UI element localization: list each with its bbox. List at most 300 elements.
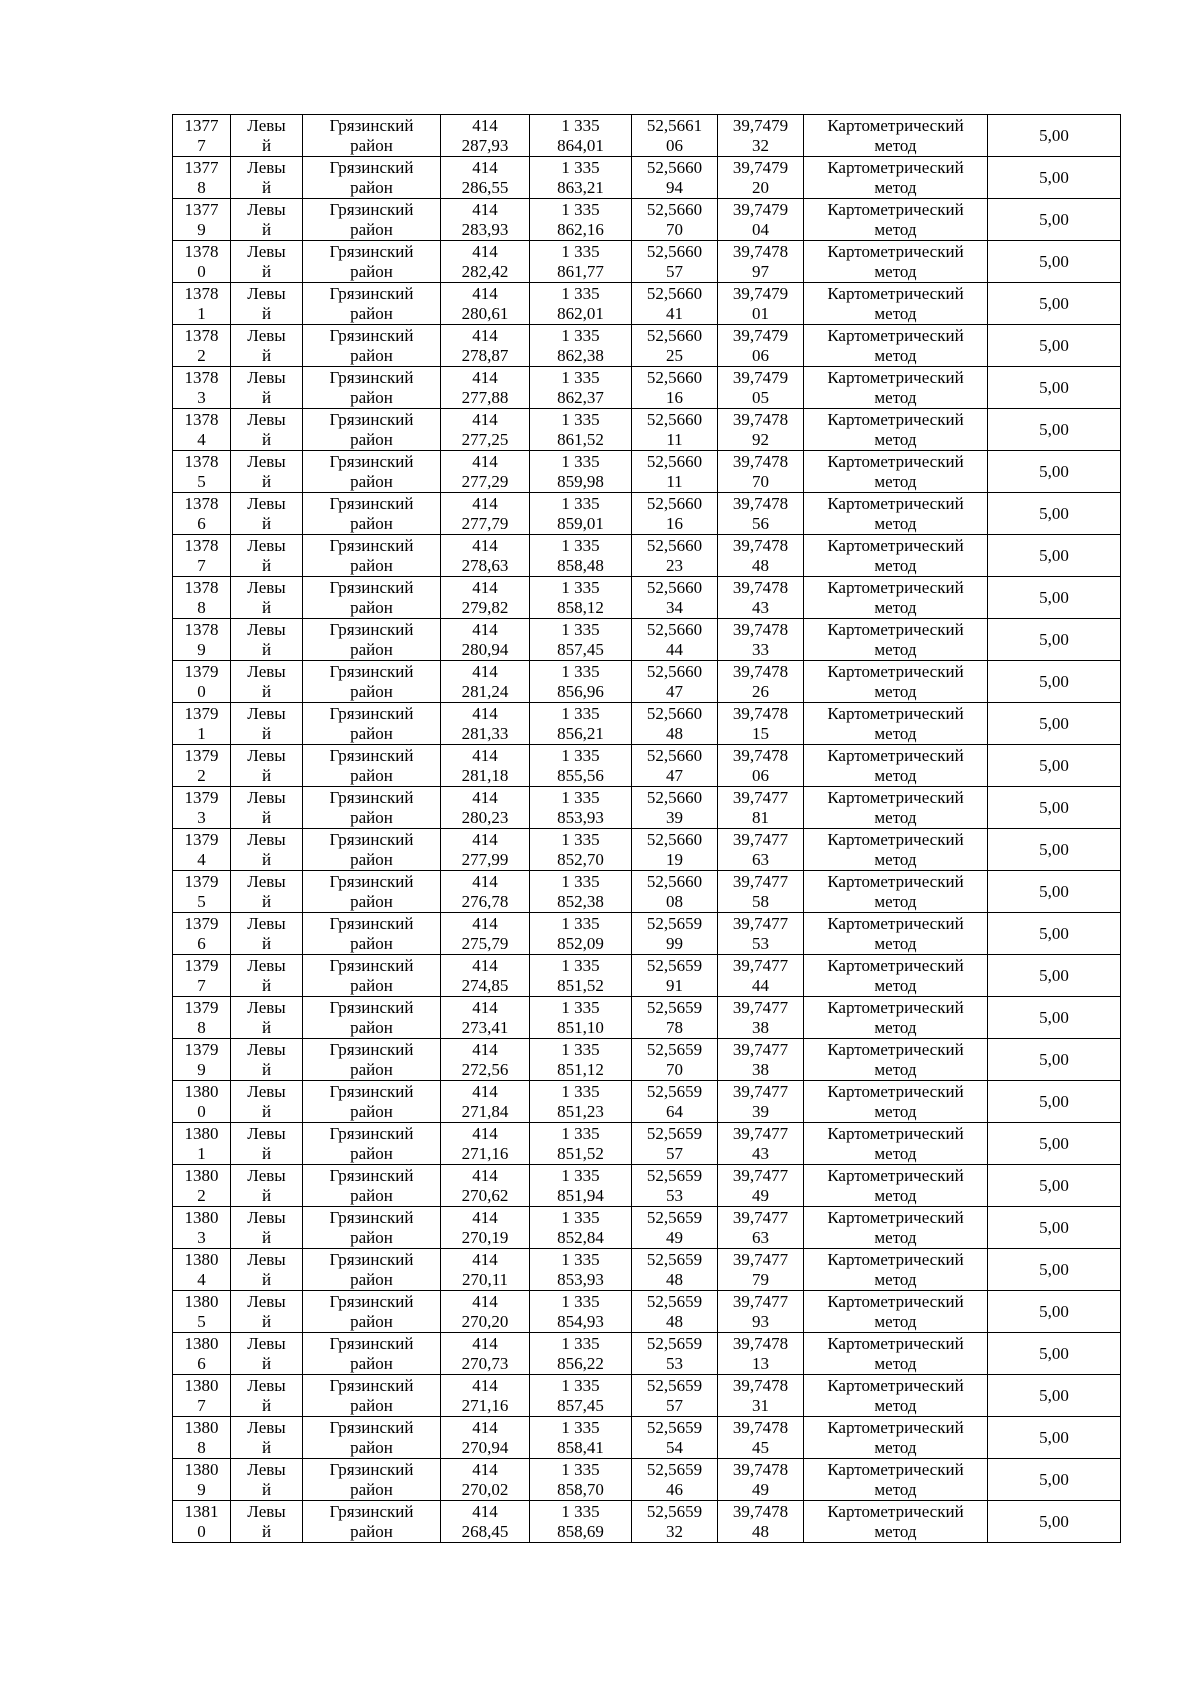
cell-point-number <box>173 1333 231 1375</box>
cell-latitude <box>632 871 718 913</box>
cell-point-number <box>173 409 231 451</box>
cell-accuracy: 5,00 <box>988 745 1121 787</box>
cell-side-line: й <box>261 555 272 575</box>
cell-method-line: метод <box>874 891 917 911</box>
cell-point-number-line: 4 <box>197 849 206 869</box>
cell-latitude-line: 48 <box>666 723 683 743</box>
cell-coord-y <box>530 451 632 493</box>
cell-latitude-line: 52,5660 <box>646 829 703 849</box>
cell-district-line: Грязинский <box>329 367 414 387</box>
cell-coord-y <box>530 997 632 1039</box>
cell-point-number-line: 9 <box>197 1479 206 1499</box>
cell-side <box>231 535 303 577</box>
cell-coord-x-line: 414 <box>472 703 498 723</box>
cell-method <box>804 325 988 367</box>
table-row <box>173 1165 1121 1207</box>
cell-longitude <box>718 1123 804 1165</box>
cell-method <box>804 997 988 1039</box>
cell-latitude-line: 52,5660 <box>646 283 703 303</box>
cell-district-line: район <box>350 1227 393 1247</box>
cell-coord-x-line: 414 <box>472 955 498 975</box>
cell-coord-y-line: 1 335 <box>561 829 600 849</box>
cell-point-number-line: 1378 <box>184 325 219 345</box>
cell-point-number-line: 1 <box>197 723 206 743</box>
cell-point-number-line: 1378 <box>184 535 219 555</box>
cell-side <box>231 367 303 409</box>
cell-longitude-line: 44 <box>752 975 769 995</box>
cell-method-line: метод <box>874 177 917 197</box>
cell-latitude-line: 52,5659 <box>646 1081 703 1101</box>
cell-latitude-line: 52,5659 <box>646 1165 703 1185</box>
cell-latitude-line: 52,5659 <box>646 997 703 1017</box>
cell-district-line: Грязинский <box>329 1039 414 1059</box>
cell-longitude <box>718 1291 804 1333</box>
cell-latitude-line: 52,5659 <box>646 1291 703 1311</box>
cell-coord-y-line: 862,01 <box>557 303 604 323</box>
cell-method-line: метод <box>874 555 917 575</box>
cell-longitude <box>718 829 804 871</box>
cell-side-line: Левы <box>247 1459 286 1479</box>
cell-latitude <box>632 619 718 661</box>
cell-district <box>303 745 441 787</box>
cell-side-line: й <box>261 1521 272 1541</box>
cell-longitude-line: 31 <box>752 1395 769 1415</box>
cell-coord-y-line: 1 335 <box>561 241 600 261</box>
cell-district-line: Грязинский <box>329 199 414 219</box>
cell-district-line: район <box>350 345 393 365</box>
cell-latitude-line: 52,5659 <box>646 1249 703 1269</box>
cell-district-line: Грязинский <box>329 829 414 849</box>
cell-longitude-line: 39,7477 <box>732 1123 789 1143</box>
cell-method-line: метод <box>874 1353 917 1373</box>
cell-longitude <box>718 787 804 829</box>
cell-district-line: Грязинский <box>329 1291 414 1311</box>
cell-coord-x <box>441 325 530 367</box>
cell-point-number-line: 7 <box>197 555 206 575</box>
cell-longitude-line: 39,7478 <box>732 1333 789 1353</box>
cell-district <box>303 115 441 157</box>
cell-coord-y <box>530 1333 632 1375</box>
cell-accuracy: 5,00 <box>988 913 1121 955</box>
cell-longitude-line: 01 <box>752 303 769 323</box>
cell-latitude <box>632 493 718 535</box>
cell-side-line: й <box>261 1479 272 1499</box>
cell-longitude <box>718 325 804 367</box>
cell-side <box>231 1207 303 1249</box>
cell-district <box>303 619 441 661</box>
cell-side-line: Левы <box>247 619 286 639</box>
cell-district-line: район <box>350 1353 393 1373</box>
cell-method <box>804 115 988 157</box>
cell-coord-x-line: 287,93 <box>461 135 509 155</box>
cell-latitude <box>632 367 718 409</box>
cell-coord-x-line: 270,19 <box>461 1227 509 1247</box>
cell-coord-x-line: 414 <box>472 1291 498 1311</box>
cell-longitude-line: 48 <box>752 1521 769 1541</box>
cell-coord-x <box>441 1081 530 1123</box>
cell-longitude <box>718 997 804 1039</box>
cell-side-line: Левы <box>247 1291 286 1311</box>
cell-coord-x <box>441 1291 530 1333</box>
cell-latitude-line: 25 <box>666 345 683 365</box>
cell-latitude-line: 41 <box>666 303 683 323</box>
cell-district <box>303 1249 441 1291</box>
cell-coord-y-line: 1 335 <box>561 1249 600 1269</box>
cell-method-line: метод <box>874 597 917 617</box>
cell-method-line: метод <box>874 1017 917 1037</box>
cell-accuracy: 5,00 <box>988 787 1121 829</box>
cell-method <box>804 157 988 199</box>
cell-longitude-line: 39,7478 <box>732 241 789 261</box>
cell-accuracy: 5,00 <box>988 619 1121 661</box>
cell-side-line: Левы <box>247 1375 286 1395</box>
cell-coord-x-line: 278,87 <box>461 345 509 365</box>
cell-accuracy: 5,00 <box>988 1081 1121 1123</box>
cell-coord-x-line: 414 <box>472 1417 498 1437</box>
cell-method <box>804 1081 988 1123</box>
cell-coord-x-line: 282,42 <box>461 261 509 281</box>
cell-point-number-line: 1379 <box>184 661 219 681</box>
cell-longitude-line: 79 <box>752 1269 769 1289</box>
cell-coord-x <box>441 661 530 703</box>
cell-side-line: Левы <box>247 1165 286 1185</box>
cell-district <box>303 409 441 451</box>
cell-method-line: Картометрический <box>827 661 964 681</box>
cell-point-number-line: 9 <box>197 219 206 239</box>
cell-coord-y-line: 862,38 <box>557 345 604 365</box>
cell-district <box>303 1333 441 1375</box>
cell-longitude-line: 97 <box>752 261 769 281</box>
cell-coord-y-line: 1 335 <box>561 1459 600 1479</box>
cell-longitude <box>718 367 804 409</box>
cell-side <box>231 871 303 913</box>
cell-coord-x-line: 275,79 <box>461 933 509 953</box>
cell-coord-x-line: 271,16 <box>461 1395 509 1415</box>
cell-method <box>804 1459 988 1501</box>
cell-accuracy: 5,00 <box>988 367 1121 409</box>
table-body <box>173 115 1121 1543</box>
cell-method-line: Картометрический <box>827 745 964 765</box>
cell-accuracy: 5,00 <box>988 1417 1121 1459</box>
cell-side <box>231 1123 303 1165</box>
cell-coord-y-line: 857,45 <box>557 1395 604 1415</box>
cell-district-line: район <box>350 975 393 995</box>
table-row <box>173 745 1121 787</box>
cell-coord-x-line: 414 <box>472 1081 498 1101</box>
cell-point-number <box>173 367 231 409</box>
cell-latitude-line: 52,5660 <box>646 619 703 639</box>
cell-side-line: Левы <box>247 115 286 135</box>
cell-coord-y <box>530 1249 632 1291</box>
cell-district <box>303 997 441 1039</box>
cell-coord-y-line: 851,52 <box>557 975 604 995</box>
table-row <box>173 871 1121 913</box>
cell-coord-x-line: 271,16 <box>461 1143 509 1163</box>
table-row <box>173 409 1121 451</box>
cell-longitude-line: 81 <box>752 807 769 827</box>
cell-coord-y-line: 852,70 <box>557 849 604 869</box>
cell-coord-x-line: 414 <box>472 283 498 303</box>
cell-point-number <box>173 1291 231 1333</box>
cell-side-line: й <box>261 1395 272 1415</box>
cell-district-line: Грязинский <box>329 1333 414 1353</box>
cell-longitude-line: 39,7477 <box>732 787 789 807</box>
cell-longitude-line: 43 <box>752 597 769 617</box>
cell-method-line: Картометрический <box>827 1501 964 1521</box>
cell-longitude-line: 70 <box>752 471 769 491</box>
cell-coord-x-line: 268,45 <box>461 1521 509 1541</box>
cell-method <box>804 829 988 871</box>
cell-coord-x <box>441 955 530 997</box>
cell-method-line: Картометрический <box>827 535 964 555</box>
cell-coord-y <box>530 577 632 619</box>
cell-latitude-line: 52,5659 <box>646 1375 703 1395</box>
cell-point-number-line: 1377 <box>184 157 219 177</box>
cell-latitude <box>632 829 718 871</box>
cell-latitude <box>632 745 718 787</box>
cell-method <box>804 241 988 283</box>
cell-longitude <box>718 745 804 787</box>
cell-longitude <box>718 1333 804 1375</box>
cell-longitude <box>718 409 804 451</box>
cell-point-number <box>173 577 231 619</box>
cell-coord-y-line: 861,77 <box>557 261 604 281</box>
cell-point-number <box>173 745 231 787</box>
cell-point-number <box>173 325 231 367</box>
cell-method-line: метод <box>874 1311 917 1331</box>
cell-point-number <box>173 283 231 325</box>
cell-point-number-line: 1 <box>197 303 206 323</box>
cell-side-line: й <box>261 219 272 239</box>
cell-latitude <box>632 1459 718 1501</box>
cell-method <box>804 1165 988 1207</box>
cell-point-number <box>173 619 231 661</box>
cell-district <box>303 535 441 577</box>
cell-side <box>231 1081 303 1123</box>
cell-side-line: й <box>261 723 272 743</box>
cell-district-line: район <box>350 723 393 743</box>
cell-coord-y-line: 864,01 <box>557 135 604 155</box>
cell-coord-y-line: 851,52 <box>557 1143 604 1163</box>
cell-district-line: район <box>350 891 393 911</box>
cell-side-line: й <box>261 303 272 323</box>
cell-method <box>804 1123 988 1165</box>
cell-method-line: метод <box>874 765 917 785</box>
cell-longitude <box>718 871 804 913</box>
cell-side-line: й <box>261 849 272 869</box>
cell-coord-y-line: 1 335 <box>561 871 600 891</box>
cell-side-line: Левы <box>247 913 286 933</box>
cell-coord-x <box>441 1123 530 1165</box>
cell-side <box>231 157 303 199</box>
cell-point-number-line: 9 <box>197 639 206 659</box>
cell-side <box>231 1375 303 1417</box>
cell-method <box>804 1291 988 1333</box>
table-row <box>173 955 1121 997</box>
cell-method-line: Картометрический <box>827 1459 964 1479</box>
cell-method-line: метод <box>874 513 917 533</box>
cell-coord-x <box>441 493 530 535</box>
cell-longitude <box>718 703 804 745</box>
cell-coord-x <box>441 745 530 787</box>
cell-latitude-line: 91 <box>666 975 683 995</box>
cell-point-number-line: 1378 <box>184 241 219 261</box>
cell-point-number <box>173 1459 231 1501</box>
cell-coord-x-line: 274,85 <box>461 975 509 995</box>
cell-coord-y-line: 1 335 <box>561 997 600 1017</box>
cell-side-line: Левы <box>247 535 286 555</box>
cell-method-line: Картометрический <box>827 367 964 387</box>
cell-coord-x-line: 414 <box>472 451 498 471</box>
cell-coord-y-line: 859,01 <box>557 513 604 533</box>
cell-coord-x-line: 414 <box>472 1165 498 1185</box>
cell-method-line: Картометрический <box>827 115 964 135</box>
cell-district <box>303 283 441 325</box>
cell-longitude <box>718 283 804 325</box>
cell-coord-x-line: 272,56 <box>461 1059 509 1079</box>
cell-coord-y-line: 852,84 <box>557 1227 604 1247</box>
table-row <box>173 577 1121 619</box>
cell-coord-x-line: 280,94 <box>461 639 509 659</box>
cell-side <box>231 913 303 955</box>
cell-point-number-line: 3 <box>197 387 206 407</box>
cell-district-line: Грязинский <box>329 493 414 513</box>
cell-latitude <box>632 787 718 829</box>
cell-district-line: Грязинский <box>329 745 414 765</box>
coordinates-table <box>172 114 1121 1543</box>
cell-latitude <box>632 1417 718 1459</box>
cell-side-line: Левы <box>247 1501 286 1521</box>
cell-point-number-line: 1379 <box>184 871 219 891</box>
cell-district-line: район <box>350 1521 393 1541</box>
cell-side-line: Левы <box>247 745 286 765</box>
cell-latitude-line: 52,5659 <box>646 1501 703 1521</box>
cell-coord-x-line: 277,29 <box>461 471 509 491</box>
cell-side-line: Левы <box>247 1207 286 1227</box>
cell-longitude-line: 39,7478 <box>732 1375 789 1395</box>
cell-latitude-line: 52,5660 <box>646 241 703 261</box>
cell-side-line: й <box>261 975 272 995</box>
cell-point-number-line: 1380 <box>184 1375 219 1395</box>
cell-longitude-line: 45 <box>752 1437 769 1457</box>
table-row <box>173 997 1121 1039</box>
cell-coord-x-line: 281,18 <box>461 765 509 785</box>
cell-method-line: Картометрический <box>827 1207 964 1227</box>
cell-coord-x-line: 278,63 <box>461 555 509 575</box>
cell-coord-x-line: 270,02 <box>461 1479 509 1499</box>
cell-method-line: Картометрический <box>827 1417 964 1437</box>
cell-point-number-line: 1378 <box>184 451 219 471</box>
table-row <box>173 787 1121 829</box>
cell-latitude-line: 52,5659 <box>646 1039 703 1059</box>
cell-point-number <box>173 493 231 535</box>
cell-coord-y <box>530 367 632 409</box>
cell-coord-y-line: 852,09 <box>557 933 604 953</box>
table-row <box>173 1123 1121 1165</box>
cell-point-number-line: 1381 <box>184 1501 219 1521</box>
cell-point-number-line: 9 <box>197 1059 206 1079</box>
cell-district <box>303 1375 441 1417</box>
table-row <box>173 1039 1121 1081</box>
cell-coord-y-line: 851,12 <box>557 1059 604 1079</box>
cell-longitude <box>718 661 804 703</box>
cell-district-line: Грязинский <box>329 1417 414 1437</box>
cell-side-line: й <box>261 1269 272 1289</box>
cell-point-number-line: 1380 <box>184 1081 219 1101</box>
cell-coord-y-line: 862,16 <box>557 219 604 239</box>
cell-district-line: Грязинский <box>329 241 414 261</box>
cell-method-line: Картометрический <box>827 1333 964 1353</box>
cell-coord-y-line: 851,23 <box>557 1101 604 1121</box>
cell-district-line: Грязинский <box>329 871 414 891</box>
cell-district-line: район <box>350 1017 393 1037</box>
cell-district-line: Грязинский <box>329 1501 414 1521</box>
cell-district-line: Грязинский <box>329 577 414 597</box>
cell-coord-x-line: 414 <box>472 829 498 849</box>
cell-point-number-line: 6 <box>197 933 206 953</box>
cell-coord-x-line: 414 <box>472 367 498 387</box>
cell-district <box>303 577 441 619</box>
cell-side-line: Левы <box>247 325 286 345</box>
cell-accuracy: 5,00 <box>988 1459 1121 1501</box>
cell-coord-x-line: 276,78 <box>461 891 509 911</box>
table-row <box>173 1291 1121 1333</box>
cell-district <box>303 1123 441 1165</box>
cell-district-line: Грязинский <box>329 409 414 429</box>
cell-side-line: Левы <box>247 829 286 849</box>
cell-accuracy: 5,00 <box>988 1375 1121 1417</box>
cell-point-number-line: 2 <box>197 765 206 785</box>
cell-side <box>231 577 303 619</box>
cell-side-line: Левы <box>247 1081 286 1101</box>
cell-latitude-line: 52,5660 <box>646 577 703 597</box>
cell-side-line: Левы <box>247 703 286 723</box>
cell-side-line: Левы <box>247 367 286 387</box>
cell-latitude-line: 47 <box>666 681 683 701</box>
cell-district-line: район <box>350 807 393 827</box>
cell-latitude-line: 52,5660 <box>646 787 703 807</box>
cell-district-line: район <box>350 765 393 785</box>
cell-longitude <box>718 1375 804 1417</box>
table-row <box>173 157 1121 199</box>
cell-method <box>804 1375 988 1417</box>
cell-point-number-line: 1380 <box>184 1123 219 1143</box>
cell-longitude-line: 39,7479 <box>732 199 789 219</box>
cell-side-line: Левы <box>247 1333 286 1353</box>
cell-district <box>303 913 441 955</box>
cell-method-line: метод <box>874 933 917 953</box>
cell-point-number <box>173 451 231 493</box>
cell-latitude <box>632 1081 718 1123</box>
cell-side <box>231 787 303 829</box>
cell-coord-x-line: 414 <box>472 1459 498 1479</box>
cell-latitude-line: 52,5659 <box>646 1207 703 1227</box>
cell-longitude-line: 39,7477 <box>732 913 789 933</box>
cell-coord-y <box>530 157 632 199</box>
cell-method-line: Картометрический <box>827 577 964 597</box>
cell-side-line: й <box>261 933 272 953</box>
cell-method-line: Картометрический <box>827 1375 964 1395</box>
cell-coord-y-line: 1 335 <box>561 1165 600 1185</box>
cell-longitude-line: 38 <box>752 1059 769 1079</box>
cell-latitude <box>632 199 718 241</box>
cell-method <box>804 451 988 493</box>
cell-coord-y <box>530 1207 632 1249</box>
cell-coord-x-line: 414 <box>472 1333 498 1353</box>
cell-method-line: Картометрический <box>827 325 964 345</box>
cell-longitude <box>718 1417 804 1459</box>
cell-latitude-line: 52,5660 <box>646 493 703 513</box>
